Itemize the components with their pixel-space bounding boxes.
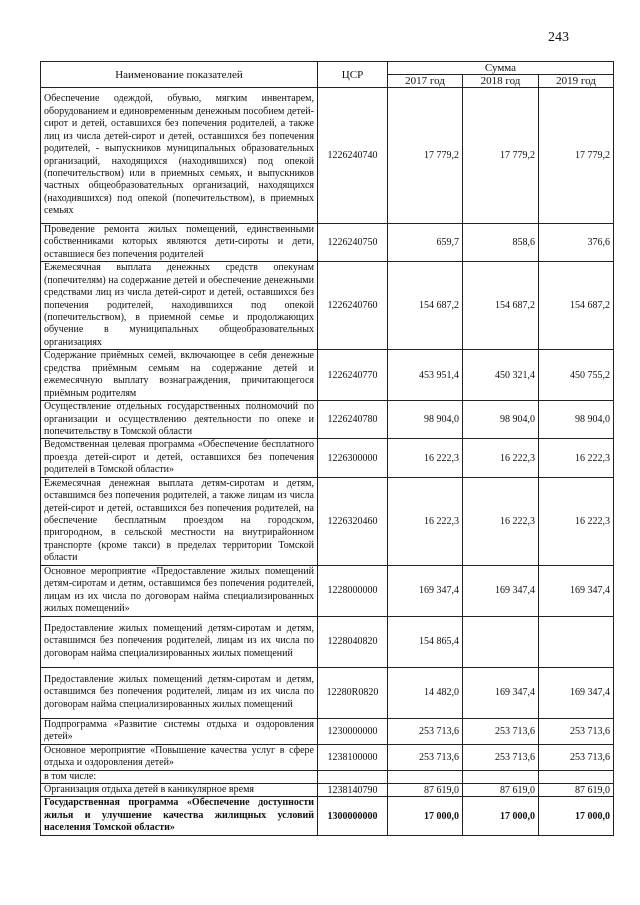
table-row	[41, 770, 614, 783]
row-value-2019: 98 904,0	[539, 401, 614, 439]
row-name: в том числе:	[41, 770, 318, 783]
row-name: Основное мероприятие «Повышение качества услуг в сфере отдыха и оздоровления детей»	[41, 744, 318, 770]
row-code: 12280R0820	[318, 667, 388, 718]
row-value-2018: 16 222,3	[463, 477, 539, 565]
row-name: Обеспечение одеждой, обувью, мягким инвентарем, оборудованием и единовременным денежным пособием детей-сирот и детей, оставшихся без попечения родителей, а также лиц из числа детей-сирот и детей, оставшихся без попечения родителей, - выпускников муниципальных образовательных организаций, находящихся (находившихся) под опекой (попечительством) или в приемных семьях, и выпускников частных общеобразовательных организаций, находящихся (находившихся) под опекой (попечительством), в приемных семьях	[41, 88, 318, 224]
row-code: 1226320460	[318, 477, 388, 565]
header-name: Наименование показателей	[41, 62, 318, 88]
row-value-2017: 154 865,4	[388, 616, 463, 667]
row-value-2018: 169 347,4	[463, 565, 539, 616]
table-row	[41, 667, 614, 718]
row-value-2018: 253 713,6	[463, 718, 539, 744]
row-value-2018	[463, 616, 539, 667]
row-name: Ведомственная целевая программа «Обеспечение бесплатного проезда детей-сирот и детей, оставшихся без попечения родителей в Томской области»	[41, 439, 318, 477]
table-row	[41, 565, 614, 616]
row-value-2017	[388, 770, 463, 783]
table-row	[41, 784, 614, 797]
row-name: Государственная программа «Обеспечение доступности жилья и улучшение качества жилищных условий населения Томской области»	[41, 797, 318, 835]
row-name: Содержание приёмных семей, включающее в себя денежные средства приёмным семьям на содержание детей и ежемесячную выплату вознаграждения, причитающегося приёмным родителям	[41, 350, 318, 401]
row-value-2019: 154 687,2	[539, 262, 614, 350]
row-value-2019: 169 347,4	[539, 667, 614, 718]
row-value-2017: 453 951,4	[388, 350, 463, 401]
row-value-2017: 16 222,3	[388, 477, 463, 565]
header-year-2017: 2017 год	[388, 75, 463, 88]
row-code: 1230000000	[318, 718, 388, 744]
table-row	[41, 88, 614, 224]
row-value-2019: 17 000,0	[539, 797, 614, 835]
row-value-2018: 169 347,4	[463, 667, 539, 718]
table-row	[41, 718, 614, 744]
row-value-2019: 253 713,6	[539, 744, 614, 770]
row-value-2018: 253 713,6	[463, 744, 539, 770]
table-row	[41, 262, 614, 350]
table-row	[41, 477, 614, 565]
row-value-2019: 253 713,6	[539, 718, 614, 744]
row-value-2018: 858,6	[463, 224, 539, 262]
row-name: Подпрограмма «Развитие системы отдыха и оздоровления детей»	[41, 718, 318, 744]
table-row	[41, 350, 614, 401]
row-code	[318, 770, 388, 783]
table-row	[41, 797, 614, 835]
row-value-2019: 17 779,2	[539, 88, 614, 224]
table-row	[41, 439, 614, 477]
row-value-2019: 87 619,0	[539, 784, 614, 797]
row-value-2018	[463, 770, 539, 783]
row-value-2019	[539, 770, 614, 783]
row-value-2017: 17 779,2	[388, 88, 463, 224]
row-value-2018: 17 779,2	[463, 88, 539, 224]
row-value-2017: 659,7	[388, 224, 463, 262]
row-name: Ежемесячная выплата денежных средств опекунам (попечителям) на содержание детей и обеспечение денежными средствами лиц из числа детей-сирот и детей, оставшихся без попечения родителей, находившихся под опекой (попечительством), в приемной семье и продолжающих обучение в муниципальных общеобразовательных организациях	[41, 262, 318, 350]
budget-table	[40, 61, 614, 836]
row-value-2019: 169 347,4	[539, 565, 614, 616]
row-name: Предоставление жилых помещений детям-сиротам и детям, оставшимся без попечения родителей, лицам из их числа по договорам найма специализированных жилых помещений	[41, 616, 318, 667]
row-value-2017: 253 713,6	[388, 718, 463, 744]
page-number: 243	[548, 30, 569, 45]
row-code: 1226300000	[318, 439, 388, 477]
row-value-2019	[539, 616, 614, 667]
row-value-2018: 450 321,4	[463, 350, 539, 401]
row-value-2018: 16 222,3	[463, 439, 539, 477]
header-sum: Сумма	[388, 62, 614, 75]
row-value-2018: 154 687,2	[463, 262, 539, 350]
row-code: 1226240770	[318, 350, 388, 401]
row-code: 1226240740	[318, 88, 388, 224]
row-name: Осуществление отдельных государственных полномочий по организации и осуществлению деятельности по опеке и попечительству в Томской области	[41, 401, 318, 439]
row-value-2017: 14 482,0	[388, 667, 463, 718]
table-row	[41, 616, 614, 667]
row-code: 1228000000	[318, 565, 388, 616]
row-value-2018: 87 619,0	[463, 784, 539, 797]
row-value-2017: 16 222,3	[388, 439, 463, 477]
row-value-2019: 450 755,2	[539, 350, 614, 401]
row-value-2019: 16 222,3	[539, 439, 614, 477]
row-code: 1300000000	[318, 797, 388, 835]
row-value-2017: 87 619,0	[388, 784, 463, 797]
row-value-2017: 17 000,0	[388, 797, 463, 835]
header-year-2018: 2018 год	[463, 75, 539, 88]
table-row	[41, 744, 614, 770]
row-name: Проведение ремонта жилых помещений, единственными собственниками которых являются дети-сироты и дети, оставшиеся без попечения родителей	[41, 224, 318, 262]
row-code: 1238100000	[318, 744, 388, 770]
row-code: 1226240750	[318, 224, 388, 262]
row-name: Ежемесячная денежная выплата детям-сиротам и детям, оставшимся без попечения родителей, а также лицам из числа детей-сирот и детей, оставшихся без попечения родителей, на обеспечение бесплатным проездом на городском, пригородном, в сельской местности на внутрирайонном транспорте (кроме такси) в пределах территории Томской области	[41, 477, 318, 565]
table-row	[41, 401, 614, 439]
row-value-2017: 253 713,6	[388, 744, 463, 770]
row-name: Организация отдыха детей в каникулярное время	[41, 784, 318, 797]
header-csr: ЦСР	[318, 62, 388, 88]
row-name: Основное мероприятие «Предоставление жилых помещений детям-сиротам и детям, оставшимся без попечения родителей, лицам из их числа по договорам найма специализированных жилых помещений»	[41, 565, 318, 616]
row-code: 1226240780	[318, 401, 388, 439]
table-row	[41, 224, 614, 262]
row-code: 1228040820	[318, 616, 388, 667]
row-value-2018: 98 904,0	[463, 401, 539, 439]
header-year-2019: 2019 год	[539, 75, 614, 88]
row-value-2017: 169 347,4	[388, 565, 463, 616]
row-value-2019: 16 222,3	[539, 477, 614, 565]
row-value-2017: 98 904,0	[388, 401, 463, 439]
row-code: 1238140790	[318, 784, 388, 797]
row-code: 1226240760	[318, 262, 388, 350]
row-value-2017: 154 687,2	[388, 262, 463, 350]
row-value-2019: 376,6	[539, 224, 614, 262]
row-value-2018: 17 000,0	[463, 797, 539, 835]
row-name: Предоставление жилых помещений детям-сиротам и детям, оставшимся без попечения родителей, лицам из их числа по договорам найма специализированных жилых помещений	[41, 667, 318, 718]
